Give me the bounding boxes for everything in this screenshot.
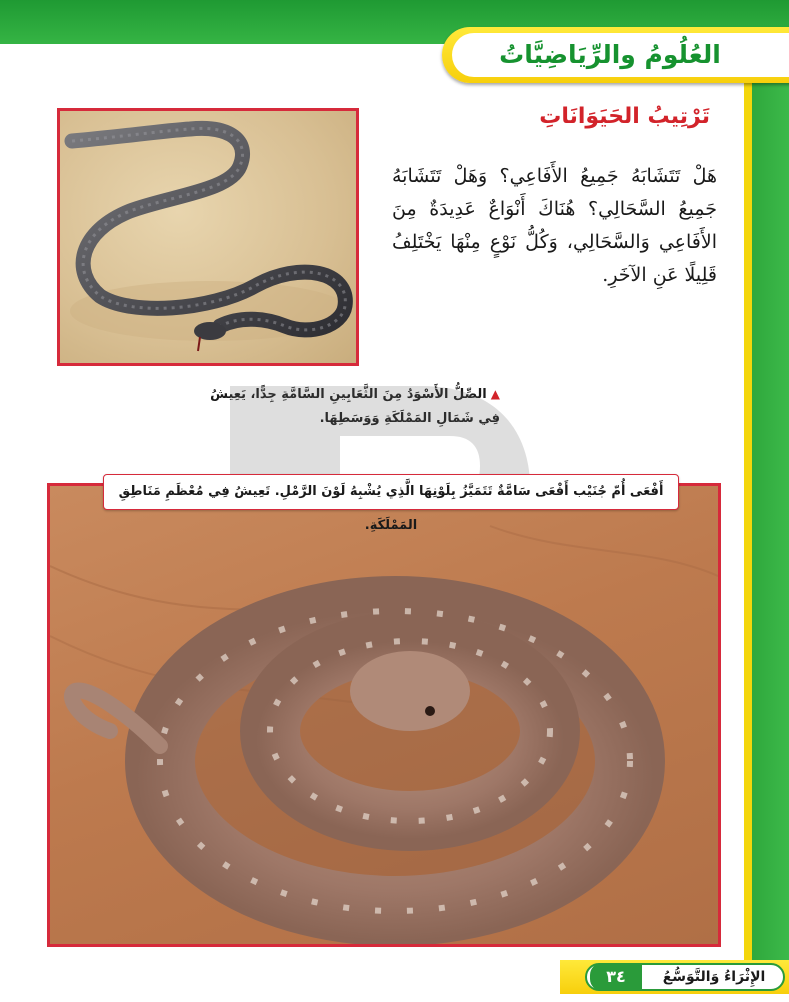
black-cobra-illustration — [60, 111, 356, 363]
black-cobra-photo — [57, 108, 359, 366]
section-title: تَرْتِيبُ الحَيَوَانَاتِ — [539, 104, 710, 129]
page-number: ٣٤ — [590, 963, 642, 991]
side-bar — [752, 62, 789, 972]
caption-top-text: الصِّلُّ الأَسْوَدُ مِنَ الثَّعَابِينِ السَّامَّةِ جِدًّا، يَعِيشُ فِي شَمَالِ المَمْلَكَةِ وَوَسَطِهَا. — [210, 387, 500, 426]
horned-viper-photo — [47, 483, 721, 947]
horned-viper-illustration — [50, 486, 718, 944]
caption-marker-icon: ▲ — [490, 387, 500, 401]
figure-caption-big: أَفْعَى أُمّ جُنَيْب أَفْعَى سَامَّةٌ تَتَمَيَّزُ بِلَوْنِهَا الَّذِي يُشْبِهُ لَوْنَ الرَّمْلِ. تَعِيشُ فِي مُعْظَمِ مَنَاطِقِ المَمْلَكَةِ. — [103, 474, 679, 510]
side-bar-stripe — [744, 62, 752, 972]
footer-label: الإِثْرَاءُ وَالتَّوَسُّعُ — [662, 969, 766, 985]
page-title: العُلُومُ والرِّيَاضِيَّاتُ — [499, 40, 721, 69]
body-paragraph: هَلْ تَتَشَابَهُ جَمِيعُ الأَفَاعِي؟ وَهَلْ تَتَشَابَهُ جَمِيعُ السَّحَالِي؟ هُنَاكَ أَنْوَاعٌ عَدِيدَةٌ مِنَ الأَفَاعِي وَالسَّحَالِي، وَكُلُّ نَوْعٍ مِنْهَا يَخْتَلِفُ قَلِيلًا عَنِ الآخَرِ. — [392, 165, 717, 286]
figure-caption-top — [210, 382, 500, 438]
